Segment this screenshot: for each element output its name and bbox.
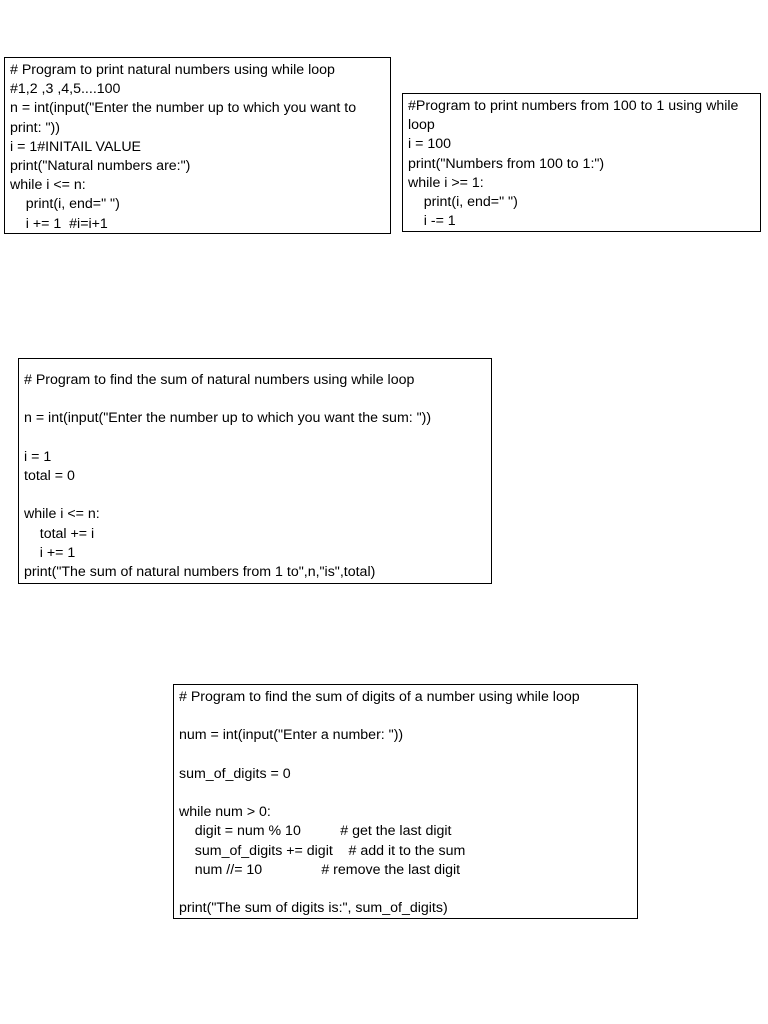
- code-line: [179, 707, 632, 726]
- code-line: i = 100: [408, 136, 451, 153]
- code-line: # Program to find the sum of natural numbers using while loop: [24, 372, 415, 388]
- code-line: [179, 880, 632, 899]
- code-line: i = 1#INITAIL VALUE: [10, 138, 142, 155]
- code-line: while num > 0:: [179, 804, 271, 821]
- code-line: #1,2 ,3 ,4,5....100: [10, 81, 121, 98]
- code-line: sum_of_digits += digit # add it to the sum: [179, 842, 466, 859]
- code-line: num //= 10 # remove the last digit: [179, 861, 461, 878]
- code-box-sum-natural-numbers: [18, 358, 492, 584]
- code-line: # Program to print natural numbers using while loop: [10, 62, 335, 78]
- code-line: while i <= n:: [24, 506, 100, 523]
- code-line: digit = num % 10 # get the last digit: [179, 823, 452, 840]
- code-line: [179, 746, 632, 765]
- code-line: print("The sum of digits is:", sum_of_digits): [179, 900, 448, 917]
- code-line: while i >= 1:: [408, 174, 484, 191]
- code-line: i += 1: [24, 544, 76, 561]
- code-box-100-to-1: [402, 93, 761, 232]
- code-line: total += i: [24, 525, 95, 542]
- code-line: print("Numbers from 100 to 1:"): [408, 155, 605, 172]
- code-line: # Program to find the sum of digits of a number using while loop: [179, 689, 580, 705]
- code-line: #Program to print numbers from 100 to 1 using while loop: [408, 98, 743, 134]
- code-line: sum_of_digits = 0: [179, 765, 291, 782]
- code-line: [179, 784, 632, 803]
- code-line: [24, 486, 486, 505]
- code-box-natural-numbers: [4, 57, 391, 234]
- code-box-sum-of-digits: [173, 684, 638, 919]
- code-line: i += 1 #i=i+1: [10, 215, 108, 232]
- code-line: print("The sum of natural numbers from 1 to",n,"is",total): [24, 563, 376, 580]
- code-line: i -= 1: [408, 213, 456, 230]
- code-line: while i <= n:: [10, 177, 86, 194]
- code-line: [24, 429, 486, 448]
- code-line: i = 1: [24, 448, 52, 465]
- code-line: num = int(input("Enter a number: ")): [179, 727, 404, 744]
- code-line: total = 0: [24, 467, 75, 484]
- code-line: print("Natural numbers are:"): [10, 158, 191, 175]
- code-line: n = int(input("Enter the number up to which you want the sum: ")): [24, 410, 432, 427]
- code-line: [24, 390, 486, 409]
- code-line: n = int(input("Enter the number up to which you want to print: ")): [10, 100, 361, 136]
- code-line: print(i, end=" "): [408, 194, 518, 211]
- code-line: print(i, end=" "): [10, 196, 120, 213]
